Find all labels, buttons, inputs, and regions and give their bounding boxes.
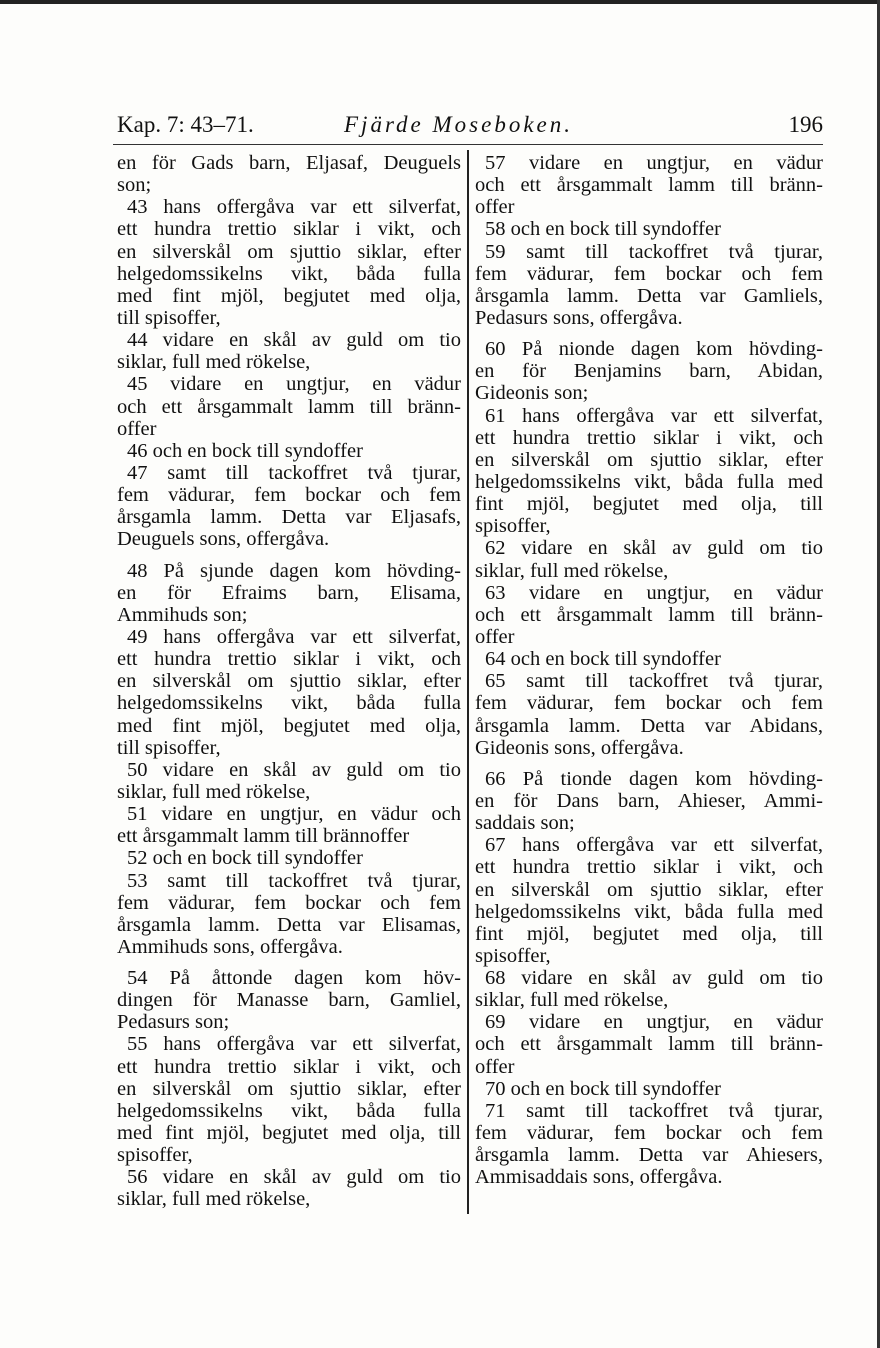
- text-line: siklar, full med rökelse,: [117, 1188, 311, 1211]
- text-line: Gideonis son;: [475, 382, 589, 405]
- text-line: 50 vidare en skål av guld om tio: [127, 758, 461, 781]
- text-line: Ammisaddais sons, offergåva.: [475, 1166, 723, 1189]
- page-top-border: [0, 0, 880, 4]
- text-line: spisoffer,: [475, 515, 551, 538]
- text-line: en silverskål om sjuttio siklar, efter: [117, 670, 461, 693]
- text-line: årsgamla lamm. Detta var Elisamas,: [117, 913, 461, 936]
- text-line: 53 samt till tackoffret två tjurar,: [127, 869, 461, 892]
- text-line: en silverskål om sjuttio siklar, efter: [117, 1077, 461, 1100]
- text-line: fem vädurar, fem bockar och fem: [475, 692, 823, 715]
- text-line: ett hundra trettio siklar i vikt, och: [117, 1055, 461, 1078]
- text-line: fint mjöl, begjutet med olja, till: [475, 922, 823, 945]
- text-line: ett hundra trettio siklar i vikt, och: [117, 648, 461, 671]
- text-line: 67 hans offergåva var ett silverfat,: [485, 834, 823, 857]
- text-line: 47 samt till tackoffret två tjurar,: [127, 461, 461, 484]
- text-line: Ammihuds son;: [117, 603, 248, 626]
- text-line: Deuguels sons, offergåva.: [117, 528, 330, 551]
- right-column: [475, 152, 823, 1188]
- text-line: 69 vidare en ungtjur, en vädur: [485, 1011, 823, 1034]
- text-line: 45 vidare en ungtjur, en vädur: [127, 373, 461, 396]
- text-line: 54 På åttonde dagen kom höv-: [127, 967, 461, 990]
- text-line: årsgamla lamm. Detta var Ahiesers,: [475, 1144, 823, 1167]
- text-line: ett hundra trettio siklar i vikt, och: [475, 856, 823, 879]
- text-line: fem vädurar, fem bockar och fem: [475, 262, 823, 285]
- page-number: 196: [788, 112, 823, 137]
- text-line: saddais son;: [475, 812, 575, 835]
- text-line: son;: [117, 174, 152, 197]
- text-line: 44 vidare en skål av guld om tio: [127, 329, 461, 352]
- text-line: en för Benjamins barn, Abidan,: [475, 360, 823, 383]
- text-line: siklar, full med rökelse,: [117, 351, 311, 374]
- text-line: offer: [475, 1055, 515, 1078]
- text-line: helgedomssikelns vikt, båda fulla: [117, 692, 461, 715]
- text-line: med fint mjöl, begjutet med olja,: [117, 284, 461, 307]
- text-line: Pedasurs son;: [117, 1011, 230, 1034]
- text-line: 63 vidare en ungtjur, en vädur: [485, 581, 823, 604]
- text-line: 64 och en bock till syndoffer: [485, 648, 721, 671]
- text-line: Pedasurs sons, offergåva.: [475, 306, 683, 329]
- text-line: siklar, full med rökelse,: [117, 780, 311, 803]
- text-line: och ett årsgammalt lamm till bränn-: [475, 603, 823, 626]
- text-line: en silverskål om sjuttio siklar, efter: [475, 878, 823, 901]
- text-line: 52 och en bock till syndoffer: [127, 847, 363, 870]
- text-line: Gideonis sons, offergåva.: [475, 736, 684, 759]
- text-line: offer: [117, 417, 157, 440]
- column-divider: [467, 150, 469, 1214]
- book-title: Fjärde Moseboken.: [344, 112, 573, 137]
- text-line: 48 På sjunde dagen kom hövding-: [127, 559, 461, 582]
- text-line: Ammihuds sons, offergåva.: [117, 935, 343, 958]
- text-line: med fint mjöl, begjutet med olja, till: [117, 1122, 461, 1145]
- text-line: 68 vidare en skål av guld om tio: [485, 967, 823, 990]
- text-line: 49 hans offergåva var ett silverfat,: [127, 625, 461, 648]
- text-line: årsgamla lamm. Detta var Gamliels,: [475, 284, 823, 307]
- text-line: dingen för Manasse barn, Gamliel,: [117, 989, 461, 1012]
- text-line: 62 vidare en skål av guld om tio: [485, 537, 823, 560]
- chapter-reference: Kap. 7: 43–71.: [117, 112, 254, 137]
- text-line: 58 och en bock till syndoffer: [485, 218, 721, 241]
- text-line: fem vädurar, fem bockar och fem: [117, 891, 461, 914]
- text-line: 59 samt till tackoffret två tjurar,: [485, 240, 823, 263]
- running-header: [117, 112, 823, 144]
- text-line: och ett årsgammalt lamm till bränn-: [475, 1033, 823, 1056]
- text-line: en för Gads barn, Eljasaf, Deuguels: [117, 152, 461, 174]
- text-line: till spisoffer,: [117, 736, 221, 759]
- text-line: en silverskål om sjuttio siklar, efter: [117, 240, 461, 263]
- text-line: 57 vidare en ungtjur, en vädur: [485, 152, 823, 174]
- text-line: 65 samt till tackoffret två tjurar,: [485, 670, 823, 693]
- text-line: årsgamla lamm. Detta var Eljasafs,: [117, 506, 461, 529]
- text-line: 46 och en bock till syndoffer: [127, 439, 363, 462]
- text-line: ett hundra trettio siklar i vikt, och: [117, 218, 461, 241]
- text-line: 71 samt till tackoffret två tjurar,: [485, 1099, 823, 1122]
- text-line: fem vädurar, fem bockar och fem: [117, 484, 461, 507]
- text-line: siklar, full med rökelse,: [475, 989, 669, 1012]
- text-line: offer: [475, 625, 515, 648]
- text-line: ett hundra trettio siklar i vikt, och: [475, 426, 823, 449]
- text-line: 61 hans offergåva var ett silverfat,: [485, 404, 823, 427]
- text-line: spisoffer,: [117, 1144, 193, 1167]
- text-line: ett årsgammalt lamm till brännoffer: [117, 825, 410, 848]
- text-line: 51 vidare en ungtjur, en vädur och: [127, 803, 461, 826]
- left-column: [117, 152, 461, 1211]
- text-line: 55 hans offergåva var ett silverfat,: [127, 1033, 461, 1056]
- text-line: och ett årsgammalt lamm till bränn-: [475, 174, 823, 197]
- text-line: fint mjöl, begjutet med olja, till: [475, 493, 823, 516]
- text-line: 70 och en bock till syndoffer: [485, 1077, 721, 1100]
- text-line: 60 På nionde dagen kom hövding-: [485, 338, 823, 361]
- text-line: helgedomssikelns vikt, båda fulla: [117, 1099, 461, 1122]
- text-line: med fint mjöl, begjutet med olja,: [117, 714, 461, 737]
- text-line: offer: [475, 196, 515, 219]
- text-line: 66 På tionde dagen kom hövding-: [485, 767, 823, 790]
- text-line: en för Efraims barn, Elisama,: [117, 581, 461, 604]
- text-line: en silverskål om sjuttio siklar, efter: [475, 448, 823, 471]
- text-line: 56 vidare en skål av guld om tio: [127, 1166, 461, 1189]
- text-line: spisoffer,: [475, 944, 551, 967]
- text-line: fem vädurar, fem bockar och fem: [475, 1122, 823, 1145]
- text-line: helgedomssikelns vikt, båda fulla med: [475, 900, 823, 923]
- text-line: 43 hans offergåva var ett silverfat,: [127, 196, 461, 219]
- text-line: helgedomssikelns vikt, båda fulla med: [475, 470, 823, 493]
- text-line: till spisoffer,: [117, 306, 221, 329]
- text-line: årsgamla lamm. Detta var Abidans,: [475, 714, 823, 737]
- header-rule: [113, 144, 823, 145]
- text-line: helgedomssikelns vikt, båda fulla: [117, 262, 461, 285]
- text-line: en för Dans barn, Ahieser, Ammi-: [475, 789, 823, 812]
- text-line: siklar, full med rökelse,: [475, 559, 669, 582]
- text-line: och ett årsgammalt lamm till bränn-: [117, 395, 461, 418]
